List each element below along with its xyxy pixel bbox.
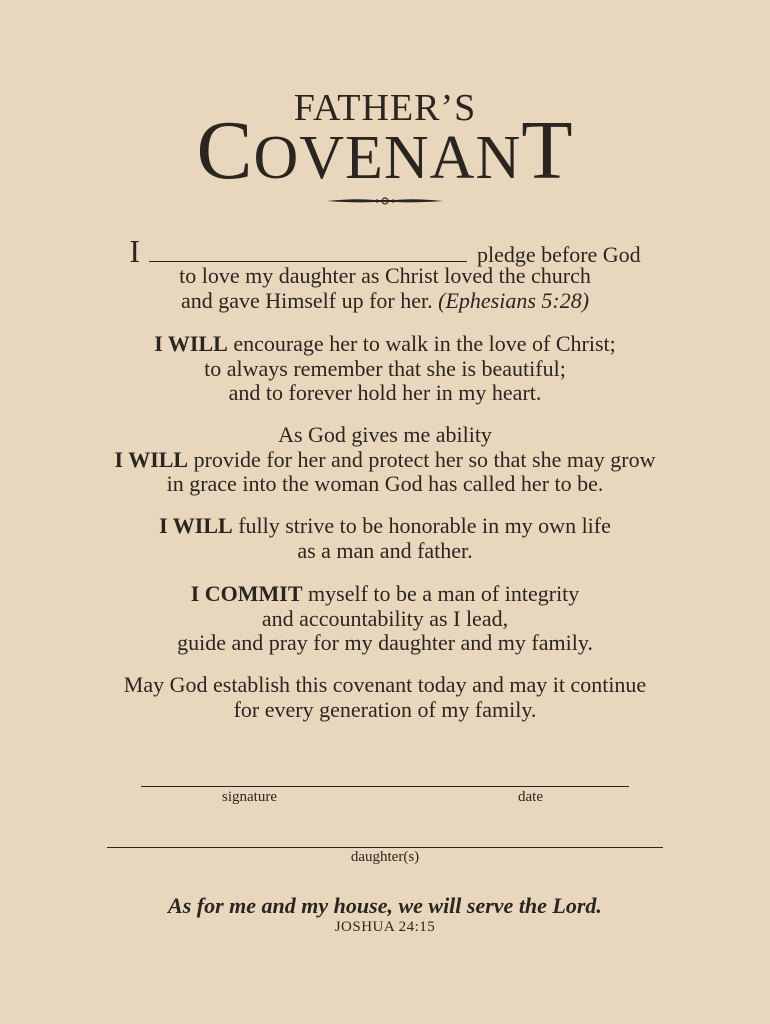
title-covenant (0, 106, 770, 203)
will3-line-2: as a man and father. (297, 537, 473, 563)
daughters-line[interactable] (107, 847, 663, 848)
will1-line-3: and to forever hold her in my heart. (228, 380, 542, 405)
pledge-line-3-text: and gave Himself up for her. (180, 287, 433, 313)
will2-line-0: As God gives me ability (278, 422, 492, 447)
will-paragraph-3 (0, 514, 770, 563)
signature-label: signature (222, 789, 277, 805)
will-paragraph-2 (0, 423, 770, 497)
commit-line-3: guide and pray for my daughter and my family. (177, 630, 593, 655)
will2-line-2: in grace into the woman God has called her to be. (166, 471, 604, 496)
daughters-label: daughter(s) (350, 849, 420, 865)
pledge-lead: I (129, 233, 140, 269)
will3-text-1: fully strive to be honorable in my own life (238, 513, 611, 538)
will1-text-1: encourage her to walk in the love of Christ; (233, 331, 616, 356)
name-blank-field[interactable] (149, 241, 467, 262)
will3-line-1 (0, 514, 770, 539)
commit-line-2: and accountability as I lead, (261, 605, 509, 631)
pledge-scripture-ref: (Ephesians 5:28) (438, 287, 590, 313)
signature-date-line[interactable] (141, 786, 629, 787)
will-paragraph-1 (0, 332, 770, 406)
date-label: date (518, 789, 543, 805)
closing-line-2: for every generation of my family. (233, 696, 537, 722)
title-fathers: FATHER’S (293, 87, 477, 129)
closing-paragraph (0, 673, 770, 722)
commit-bold: I COMMIT (190, 581, 303, 606)
footer-motto: As for me and my house, we will serve the Lord. (168, 893, 602, 918)
will3-bold: I WILL (159, 513, 233, 538)
ornament-divider-icon (325, 193, 445, 209)
commit-paragraph (0, 582, 770, 656)
title-covenant-middle: OVENAN (253, 124, 522, 192)
pledge-line-3 (0, 289, 770, 314)
pledge-tail: pledge before God (476, 242, 641, 267)
will1-line-2: to always remember that she is beautiful; (204, 355, 566, 381)
footer-reference: JOSHUA 24:15 (334, 919, 436, 935)
will2-text-1: provide for her and protect her so that she may grow (193, 446, 656, 472)
will1-bold: I WILL (154, 331, 228, 356)
pledge-paragraph (0, 264, 770, 313)
commit-line-1 (0, 582, 770, 607)
will1-line-1 (0, 332, 770, 357)
pledge-line-2: to love my daughter as Christ loved the church (179, 263, 591, 288)
closing-line-1: May God establish this covenant today and may it continue (123, 672, 647, 697)
title-covenant-last-letter: T (521, 104, 574, 197)
will2-bold: I WILL (114, 446, 189, 472)
will2-line-1 (0, 448, 770, 473)
title-covenant-first-letter: C (196, 104, 254, 197)
commit-text-1: myself to be a man of integrity (308, 581, 580, 606)
